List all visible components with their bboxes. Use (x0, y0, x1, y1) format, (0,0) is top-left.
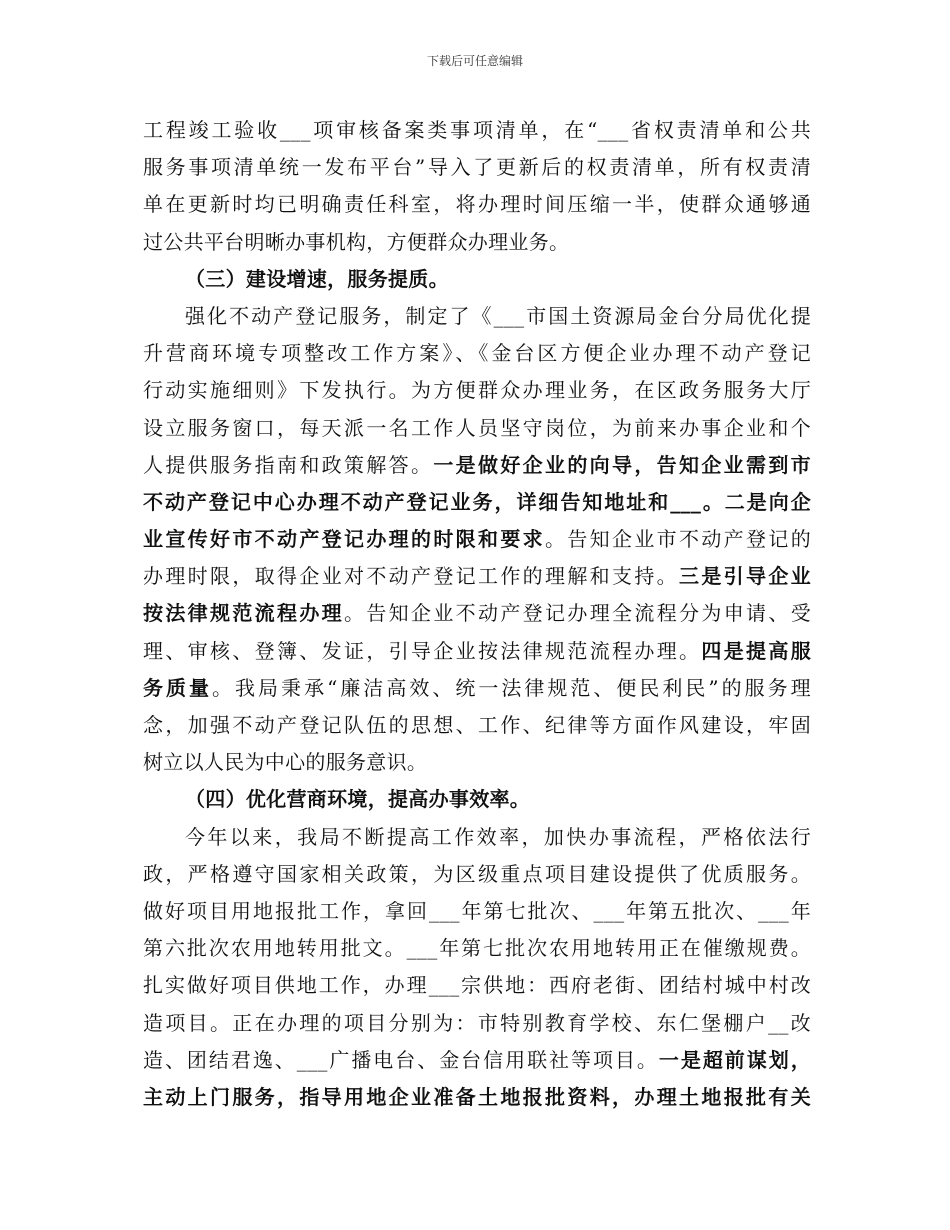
text-line (143, 447, 811, 484)
text-line (143, 707, 811, 744)
bold-run: 一是做好企业的向导，告知企业需到市 (433, 452, 811, 477)
text-line (143, 410, 811, 447)
text-line (143, 1079, 811, 1116)
text-line (143, 186, 811, 223)
text-run: 单在更新时均已明确责任科室，将办理时间压缩一半，使群众通够通 (143, 192, 811, 217)
bold-run: 务质量 (143, 675, 213, 700)
text-run: 行动实施细则》下发执行。为方便群众办理业务，在区政务服务大厅 (143, 378, 811, 403)
text-line (143, 930, 811, 967)
text-line (143, 819, 811, 856)
text-run: 扎实做好项目供地工作，办理___宗供地：西府老街、团结村城中村改 (143, 973, 811, 998)
text-run: 。我局秉承“廉洁高效、统一法律规范、便民利民”的服务理 (212, 675, 811, 700)
text-line (143, 670, 811, 707)
bold-run: 三是引导企业 (679, 564, 811, 589)
bold-run: 一是超前谋划， (658, 1047, 812, 1072)
text-line (143, 893, 811, 930)
document-body (143, 112, 811, 1116)
text-line (143, 744, 811, 781)
bold-run: 按法律规范流程办理 (143, 601, 345, 626)
text-line (143, 484, 811, 521)
heading-text: （三）建设增速，服务提质。 (185, 266, 449, 291)
text-line (143, 856, 811, 893)
text-line (143, 1042, 811, 1079)
text-run: 强化不动产登记服务，制定了《___市国土资源局金台分局优化提 (185, 303, 811, 328)
heading-text: （四）优化营商环境，提高办事效率。 (185, 787, 531, 812)
section-heading (143, 781, 811, 818)
text-line (143, 372, 811, 409)
text-line (143, 558, 811, 595)
text-line (143, 298, 811, 335)
text-run: 办理时限，取得企业对不动产登记工作的理解和支持。 (143, 564, 680, 589)
text-run: 树立以人民为中心的服务意识。 (143, 750, 428, 775)
text-run: 做好项目用地报批工作，拿回___年第七批次、___年第五批次、___年 (143, 898, 811, 923)
text-run: 工程竣工验收___项审核备案类事项清单，在“___省权责清单和公共 (143, 118, 811, 142)
text-line (143, 224, 811, 261)
text-run: 设立服务窗口，每天派一名工作人员坚守岗位，为前来办事企业和个 (143, 415, 811, 440)
text-run: 念，加强不动产登记队伍的思想、工作、纪律等方面作风建设，牢固 (143, 713, 811, 737)
text-run: 。告知企业不动产登记办理全流程分为申请、受 (344, 601, 811, 626)
text-line (143, 967, 811, 1004)
text-run: 。告知企业市不动产登记的 (545, 527, 811, 552)
text-run: 造、团结君逸、___广播电台、金台信用联社等项目。 (143, 1047, 659, 1072)
text-line (143, 521, 811, 558)
text-line (143, 112, 811, 149)
text-run: 理、审核、登簿、发证，引导企业按法律规范流程办理。 (143, 638, 702, 663)
text-line (143, 1005, 811, 1042)
bold-run: 不动产登记中心办理不动产登记业务，详细告知地址和___。二是向企 (143, 489, 811, 514)
text-line (143, 149, 811, 186)
text-run: 造项目。正在办理的项目分别为：市特别教育学校、东仁堡棚户__改 (143, 1010, 811, 1035)
text-run: 升营商环境专项整改工作方案》、《金台区方便企业办理不动产登记 (143, 341, 811, 366)
text-line (143, 595, 811, 632)
text-run: 政，严格遵守国家相关政策，为区级重点项目建设提供了优质服务。 (143, 861, 811, 886)
text-run: 今年以来，我局不断提高工作效率，加快办事流程，严格依法行 (185, 824, 811, 849)
text-run: 人提供服务指南和政策解答。 (143, 452, 434, 477)
bold-run: 主动上门服务，指导用地企业准备土地报批资料，办理土地报批有关 (143, 1084, 811, 1109)
text-run: 第六批次农用地转用批文。___年第七批次农用地转用正在催缴规费。 (143, 936, 811, 961)
text-line (143, 633, 811, 670)
bold-run: 四是提高服 (701, 638, 812, 663)
section-heading (143, 261, 811, 298)
page-header: 下载后可任意编辑 (426, 54, 523, 68)
bold-run: 业宣传好市不动产登记办理的时限和要求 (143, 527, 546, 552)
text-line (143, 335, 811, 372)
text-run: 过公共平台明晰办事机构，方便群众办理业务。 (143, 229, 570, 254)
text-run: 服务事项清单统一发布平台”导入了更新后的权责清单，所有权责清 (143, 155, 811, 180)
